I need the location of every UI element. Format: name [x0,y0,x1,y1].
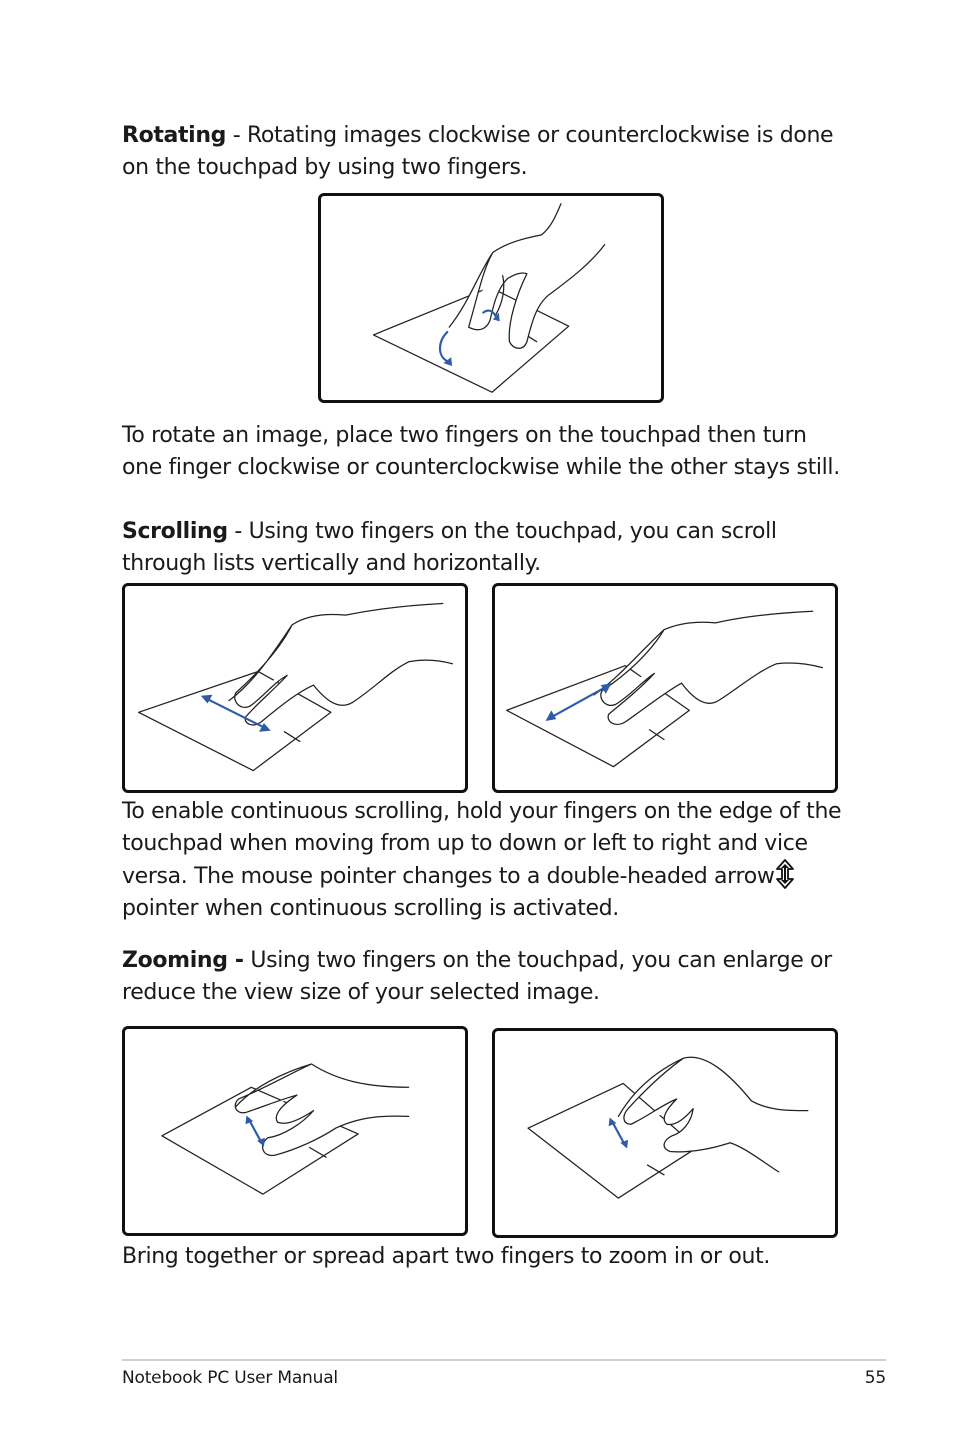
footer-divider [122,1359,886,1361]
vertical-scroll-illustration [122,583,468,793]
zooming-intro [122,945,852,1008]
zooming-heading: Zooming - [122,948,244,973]
rotating-instruction: To rotate an image, place two fingers on the touchpad then turn one finger clockwise or counterclockwise while the other stays still. [122,423,840,480]
zoom-in-illustration [492,1028,838,1238]
scrolling-heading: Scrolling [122,519,228,544]
horizontal-scroll-illustration [492,583,838,793]
zooming-intro-text: Using two fingers on the touchpad, you can enlarge or reduce the view size of your selected image. [122,948,832,1005]
footer-title: Notebook PC User Manual [122,1368,338,1388]
zoom-out-illustration [122,1026,468,1236]
page-number: 55 [864,1368,886,1388]
scrolling-instruction [122,796,852,924]
scrolling-instruction-text-end: pointer when continuous scrolling is activated. [122,895,619,921]
rotating-intro-text: - Rotating images clockwise or counterclockwise is done on the touchpad by using two fingers. [122,123,834,180]
zooming-instruction: Bring together or spread apart two fingers to zoom in or out. [122,1244,770,1269]
rotate-gesture-illustration [318,193,664,403]
scrolling-intro [122,516,852,579]
rotating-intro [122,120,852,183]
scrolling-intro-text: - Using two fingers on the touchpad, you can scroll through lists vertically and horizontally. [122,519,777,576]
double-headed-arrow-pointer-icon [774,859,796,889]
scrolling-instruction-text: To enable continuous scrolling, hold your fingers on the edge of the touchpad when moving from up to down or left to right and vice versa. The mouse pointer changes to a double-headed arrow [122,799,842,889]
rotating-heading: Rotating [122,123,227,148]
